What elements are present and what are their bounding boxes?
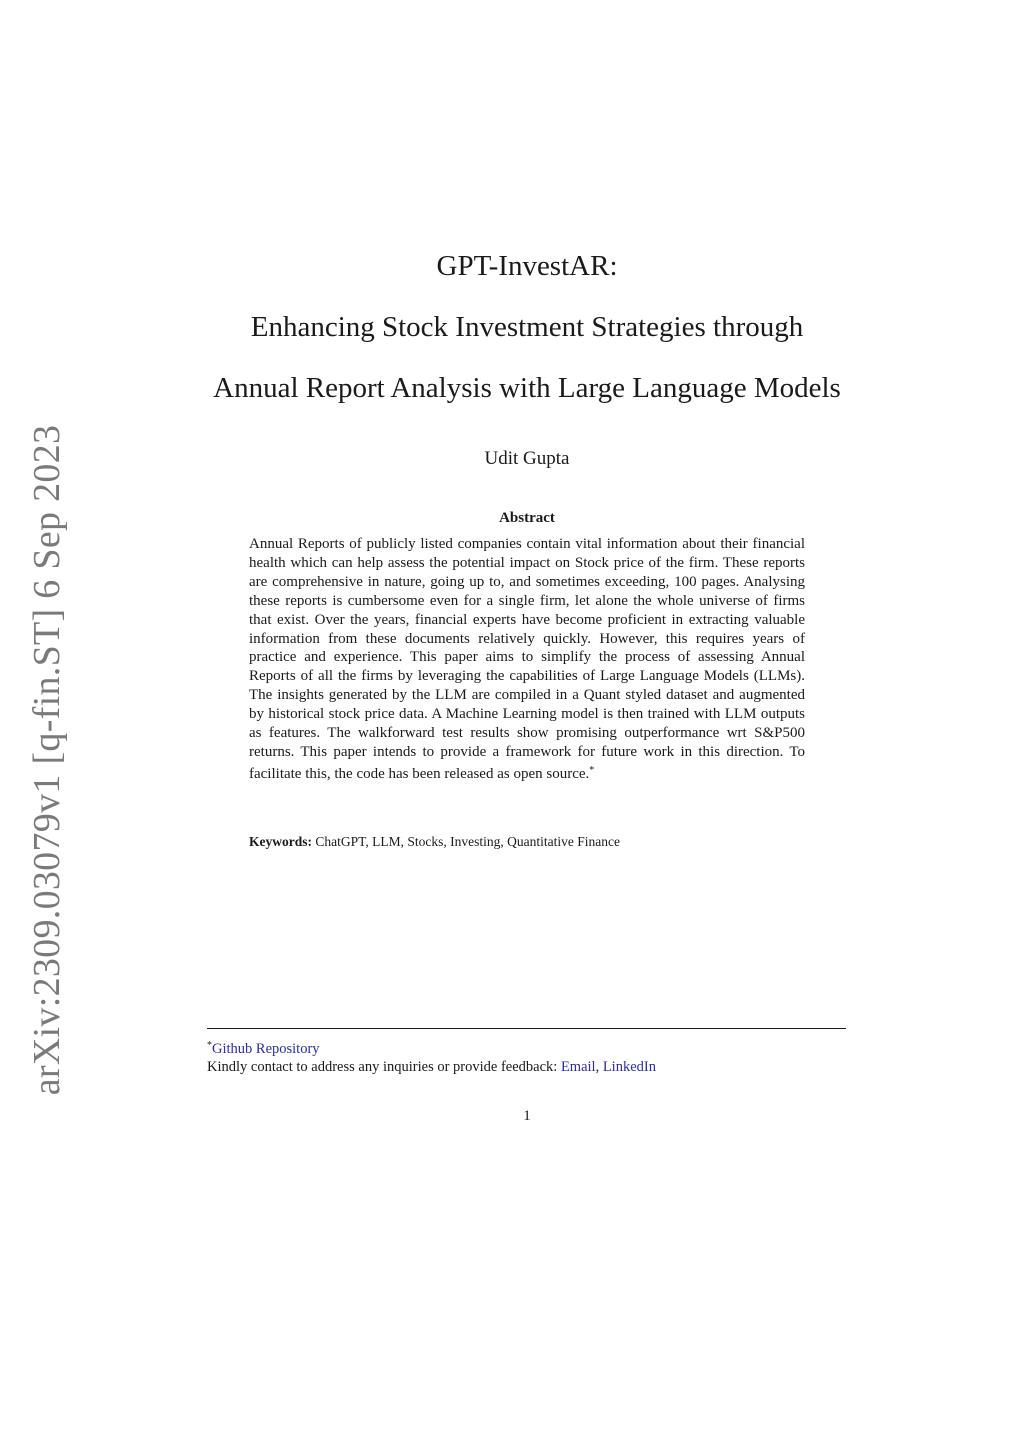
title-line-1: GPT-InvestAR:	[436, 250, 618, 282]
keywords	[249, 834, 805, 850]
email-link[interactable]: Email	[560, 1059, 596, 1075]
title-line-2: Enhancing Stock Investment Strategies through	[250, 311, 804, 343]
link-separator: ,	[595, 1059, 600, 1075]
contact-text: Kindly contact to address any inquiries or provide feedback:	[207, 1059, 558, 1075]
footnote-contact	[207, 1058, 846, 1076]
author-name: Udit Gupta	[484, 448, 570, 469]
page-number: 1	[523, 1108, 531, 1124]
footnote-mark: *	[207, 1040, 212, 1051]
abstract-footnote-mark[interactable]: *	[589, 764, 595, 776]
arxiv-identifier-stamp: arXiv:2309.03079v1 [q-fin.ST] 6 Sep 2023	[26, 424, 68, 1096]
abstract-heading: Abstract	[499, 510, 555, 526]
abstract-body	[249, 535, 805, 784]
footnotes	[207, 1037, 846, 1076]
footnote-divider	[207, 1028, 846, 1029]
paper-title	[0, 236, 1024, 419]
abstract-text: Annual Reports of publicly listed companies contain vital information about their financial health which can help assess the potential impact on Stock price of the firm. These reports are comprehensive in nature, going up to, and sometimes exceeding, 100 pages. Analysing these reports is cumbersome even for a single firm, let alone the whole universe of firms that exist. Over the years, financial experts have become proficient in extracting valuable information from these documents relatively quickly. However, this requires years of practice and experience. This paper aims to simplify the process of assessing Annual Reports of all the firms by leveraging the capabilities of Large Language Models (LLMs). The insights generated by the LLM are compiled in a Quant styled dataset and augmented by historical stock price data. A Machine Learning model is then trained with LLM outputs as features. The walkforward test results show promising outperformance wrt S&P500 returns. This paper intends to provide a framework for future work in this direction. To facilitate this, the code has been released as open source.	[249, 536, 805, 782]
keywords-label: Keywords:	[249, 834, 312, 849]
keywords-values: ChatGPT, LLM, Stocks, Investing, Quantitative Finance	[315, 834, 620, 849]
footnote-github	[207, 1037, 846, 1058]
title-line-3: Annual Report Analysis with Large Language Models	[213, 372, 841, 404]
linkedin-link[interactable]: LinkedIn	[602, 1059, 656, 1075]
github-repository-link[interactable]: Github Repository	[212, 1041, 320, 1057]
